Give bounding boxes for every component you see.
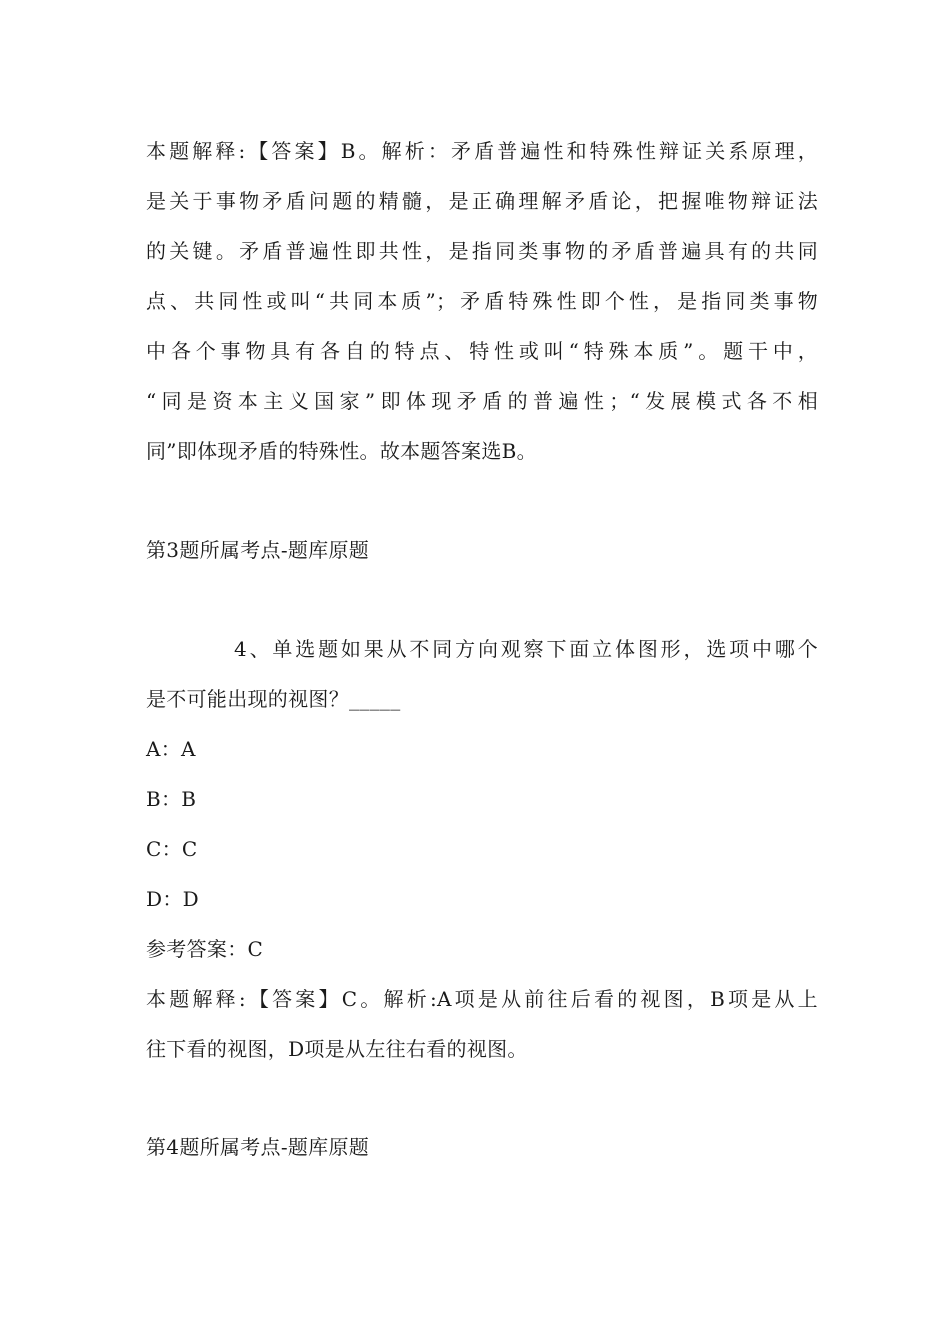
q3-explanation-line: 本题解释:【答案】B。解析：矛盾普遍性和特殊性辩证关系原理， [146,139,818,163]
q4-option-b: B：B [146,787,197,811]
q3-explanation-line: 中各个事物具有各自的特点、特性或叫“特殊本质”。题干中， [146,339,818,363]
q4-option-d: D：D [146,887,199,911]
q3-explanation-line: 同”即体现矛盾的特殊性。故本题答案选B。 [146,439,537,463]
q3-explanation-line: “同是资本主义国家”即体现矛盾的普遍性；“发展模式各不相 [146,389,818,413]
q4-question-line: 4、单选题如果从不同方向观察下面立体图形，选项中哪个 [234,637,818,661]
q4-explanation-line: 往下看的视图，D项是从左往右看的视图。 [146,1037,528,1061]
q3-explanation-line: 点、共同性或叫“共同本质”；矛盾特殊性即个性，是指同类事物 [146,289,818,313]
q3-topic: 第3题所属考点-题库原题 [146,538,370,562]
q4-option-c: C：C [146,837,198,861]
q4-question-line: 是不可能出现的视图？_____ [146,687,401,711]
q4-explanation-line: 本题解释:【答案】C。解析:A项是从前往后看的视图，B项是从上 [146,987,818,1011]
q3-explanation-line: 是关于事物矛盾问题的精髓，是正确理解矛盾论，把握唯物辩证法 [146,189,818,213]
q4-answer: 参考答案：C [146,937,264,961]
q3-explanation-line: 的关键。矛盾普遍性即共性，是指同类事物的矛盾普遍具有的共同 [146,239,818,263]
q4-option-a: A：A [146,737,196,761]
q4-topic: 第4题所属考点-题库原题 [146,1135,370,1159]
